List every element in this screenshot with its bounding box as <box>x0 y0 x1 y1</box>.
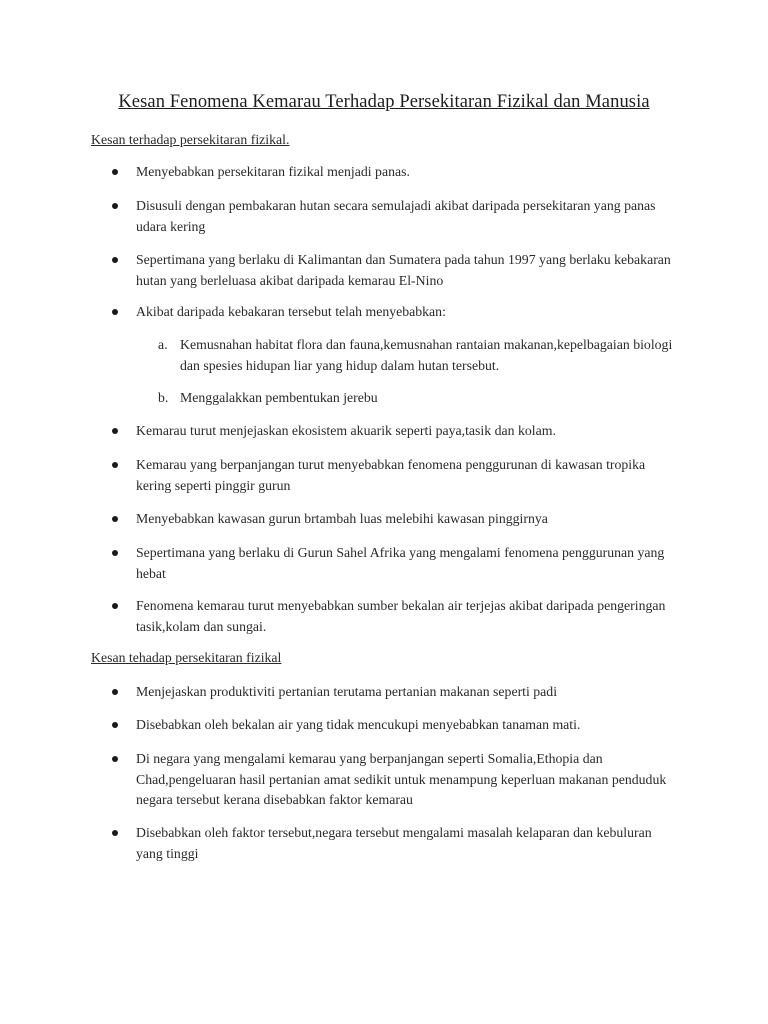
bullet-icon <box>112 309 118 315</box>
bullet-icon <box>112 830 118 836</box>
list-item: Menyebabkan persekitaran fizikal menjadi panas. <box>112 162 672 183</box>
list-item: Sepertimana yang berlaku di Kalimantan dan Sumatera pada tahun 1997 yang berlaku kebakaran hutan yang berleluasa akibat daripada kemarau El-Nino <box>112 250 672 291</box>
bullet-icon <box>112 756 118 762</box>
bullet-icon <box>112 462 118 468</box>
list-item: Fenomena kemarau turut menyebabkan sumber bekalan air terjejas akibat daripada pengeringan tasik,kolam dan sungai. <box>112 596 672 637</box>
list-item: Akibat daripada kebakaran tersebut telah menyebabkan: <box>112 302 672 323</box>
list-item: Sepertimana yang berlaku di Gurun Sahel Afrika yang mengalami fenomena penggurunan yang hebat <box>112 543 672 584</box>
bullet-icon <box>112 203 118 209</box>
bullet-icon <box>112 428 118 434</box>
bullet-icon <box>112 257 118 263</box>
bullet-icon <box>112 603 118 609</box>
bullet-icon <box>112 516 118 522</box>
sub-list-item: a. Kemusnahan habitat flora dan fauna,kemusnahan rantaian makanan,kepelbagaian biologi dan spesies hidupan liar yang hidup dalam hutan tersebut. <box>158 337 673 373</box>
section-heading-physical: Kesan terhadap persekitaran fizikal. <box>91 132 290 147</box>
bullet-icon <box>112 169 118 175</box>
list-item: Menyebabkan kawasan gurun brtambah luas melebihi kawasan pinggirnya <box>112 509 672 530</box>
bullet-icon <box>112 689 118 695</box>
list-item: Menjejaskan produktiviti pertanian terutama pertanian makanan seperti padi <box>112 682 672 703</box>
list-item: Disebabkan oleh faktor tersebut,negara tersebut mengalami masalah kelaparan dan kebuluran yang tinggi <box>112 823 672 864</box>
list-item: Disebabkan oleh bekalan air yang tidak mencukupi menyebabkan tanaman mati. <box>112 715 672 736</box>
bullet-icon <box>112 550 118 556</box>
list-item: Kemarau turut menjejaskan ekosistem akuarik seperti paya,tasik dan kolam. <box>112 421 672 442</box>
list-item: Di negara yang mengalami kemarau yang berpanjangan seperti Somalia,Ethopia dan Chad,pengeluaran hasil pertanian amat sedikit untuk menampung keperluan makanan penduduk negara tersebut kerana disebabkan faktor kemarau <box>112 749 672 811</box>
list-item: Kemarau yang berpanjangan turut menyebabkan fenomena penggurunan di kawasan tropika kering seperti pinggir gurun <box>112 455 672 496</box>
section-heading-human: Kesan tehadap persekitaran fizikal <box>91 650 282 665</box>
list-item: Disusuli dengan pembakaran hutan secara semulajadi akibat daripada persekitaran yang panas udara kering <box>112 196 672 237</box>
sub-list-item: b. Menggalakkan pembentukan jerebu <box>158 390 378 405</box>
bullet-icon <box>112 722 118 728</box>
page-title: Kesan Fenomena Kemarau Terhadap Persekitaran Fizikal dan Manusia <box>118 92 650 112</box>
